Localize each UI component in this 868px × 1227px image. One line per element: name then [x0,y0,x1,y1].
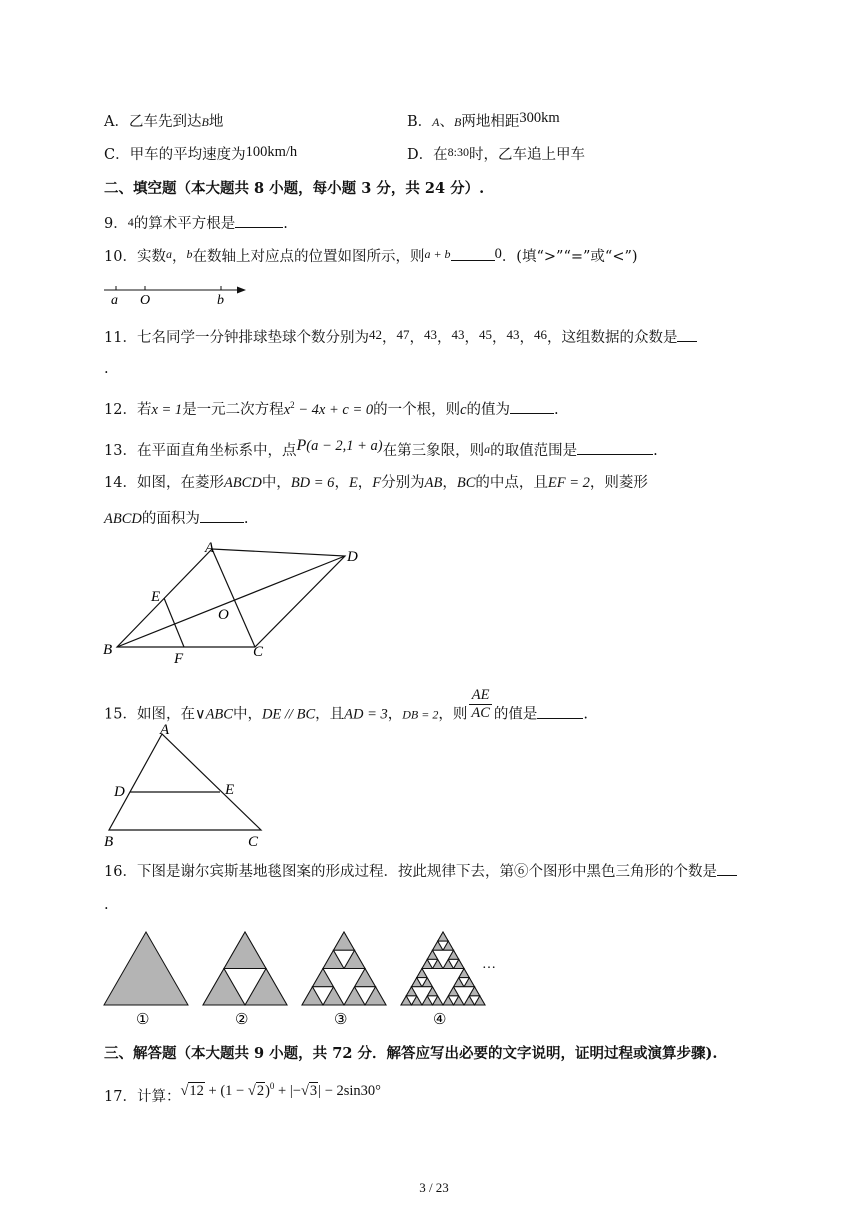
label-d: D [114,784,125,800]
number-line-label-b: b [217,293,224,308]
question-14: 14．如图，在菱形ABCD中，BD = 6，E，F分别为AB，BC的中点，且EF = 2，则菱形 [104,475,648,491]
answer-blank[interactable] [717,861,737,876]
number-line-label-a: a [111,293,118,308]
question-9: 9．4的算术平方根是 . [104,215,288,232]
page-number: 3 / 23 [419,1180,449,1195]
label-a: A [205,540,215,556]
sierpinski-stage-2 [203,932,287,1005]
shaded-triangle [104,932,188,1005]
question-11-dot: . [104,361,109,377]
answer-blank[interactable] [200,508,244,523]
question-17: 17．计算：$√12 + (1 - √2)^0 + |-√3| - 2\sin 30^\circ$ [104,1081,381,1105]
question-15: 15．如图，在∨ABC中，DE // BC，且AD = 3，DB = 2，则 $\frac{AE}{AC}$ 的值是 . [104,687,588,723]
label-a: A [160,722,170,738]
section-2-title: 二、填空题（本大题共 8 小题，每小题 3 分，共 24 分）. [104,180,485,197]
shaded-triangle [438,932,449,941]
stage-label-1: ① [136,1012,150,1028]
label-c: C [253,644,264,660]
label-b: B [104,834,114,850]
question-16-dot: . [104,897,109,913]
label-f: F [174,651,184,666]
question-11: 11．七名同学一分钟排球垫球个数分别为42，47，43，43，45，43，46，这组数据的众数是 [104,327,697,348]
number-line-figure [100,280,250,308]
shaded-triangle [224,932,266,969]
answer-blank[interactable] [235,213,283,228]
answer-blank[interactable] [510,399,554,414]
label-o: O [218,607,229,623]
stage-label-2: ② [235,1012,249,1028]
fraction-ae-ac: $\frac{AE}{AC}$ [471,687,490,721]
answer-blank[interactable] [537,704,583,719]
answer-blank[interactable] [577,440,653,455]
option-a: A．乙车先到达B地 [104,114,224,130]
question-14-line2: ABCD的面积为 . [104,508,248,529]
label-c: C [248,834,259,850]
sierpinski-figures [98,928,518,1028]
question-10: 10．实数$^a$，$^b$在数轴上对应点的位置如图所示，则$^{a + b}$ 0．(填“>”“=”或“<”) [104,246,638,265]
question-13: 13．在平面直角坐标系中，点P(a − 2,1 + a)在第三象限，则a的取值范围是 . [104,437,658,459]
question-12: 12．若x = 1是一元二次方程$x^2 - 4x + c = 0$的一个根，则c的值为 . [104,400,559,418]
label-e: E [151,589,161,605]
shaded-triangle [334,932,355,950]
sierpinski-stage-4 [401,932,485,1005]
rhombus-figure [100,538,370,666]
label-b: B [103,642,113,658]
stage-label-4: ④ [433,1012,447,1028]
number-line-label-o: O [140,293,151,308]
triangle-figure [100,720,270,850]
ellipsis: … [482,957,496,972]
section-3-title: 三、解答题（本大题共 9 小题，共 72 分．解答应写出必要的文字说明，证明过程或演算步骤). [104,1045,718,1062]
question-16: 16．下图是谢尔宾斯基地毯图案的形成过程．按此规律下去，第⑥个图形中黑色三角形的个数是 [104,861,737,882]
answer-blank[interactable] [677,327,697,342]
option-c: C．甲车的平均速度为100km/h [104,144,298,163]
sierpinski-stage-1 [104,932,188,1005]
label-e: E [225,782,235,798]
answer-blank[interactable] [451,246,495,261]
label-d: D [347,549,358,565]
option-d: D．在$^{8:30}$时，乙车追上甲车 [407,145,585,163]
stage-label-3: ③ [334,1012,348,1028]
option-b: B．A、B两地相距300km [407,110,560,130]
sierpinski-stage-3 [302,932,386,1005]
